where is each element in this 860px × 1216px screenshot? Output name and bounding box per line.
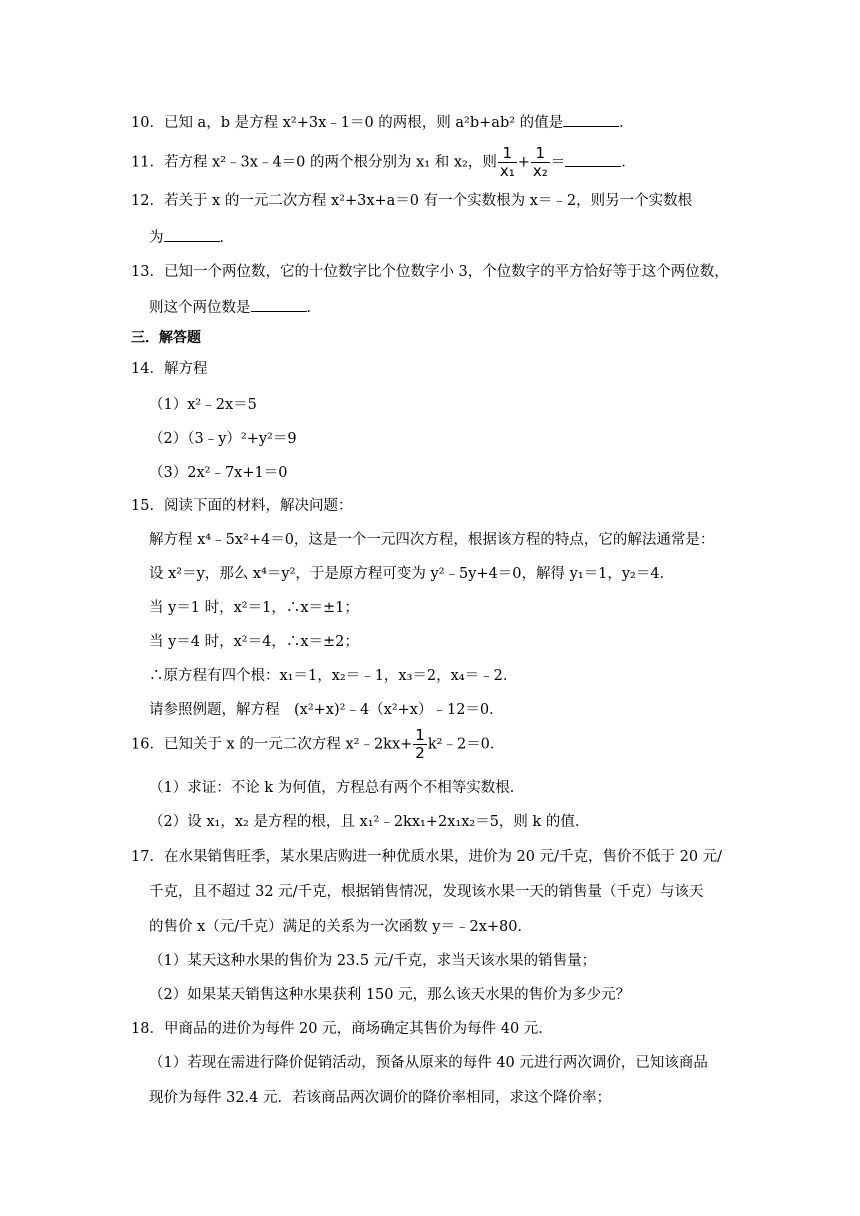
fraction-1-over-2: $\frac{1}{2}$ <box>415 726 425 762</box>
q14-part3: （3）2x²﹣7x+1＝0 <box>149 465 288 481</box>
q15-line3: 当 y＝1 时，x²＝1，∴x＝±1； <box>149 600 359 616</box>
question-15: 15．阅读下面的材料，解决问题： <box>131 498 353 514</box>
question-17-line1: 17．在水果销售旺季，某水果店购进一种优质水果，进价为 20 元/千克，售价不低于 20 元/ <box>131 849 723 865</box>
q10-text: 10．已知 a，b 是方程 x²+3x﹣1＝0 的两根，则 a²b+ab² 的值是 <box>131 115 564 131</box>
q15-line4: 当 y＝4 时，x²＝4，∴x＝±2； <box>149 634 359 650</box>
question-11: 11．若方程 x²﹣3x﹣4＝0 的两个根分别为 x₁ 和 x₂，则 $\frac{1}{\text{x₁}}$ + $\frac{1}{\text{x₂}}$ ＝ ． <box>131 144 636 180</box>
q15-line1: 解方程 x⁴﹣5x²+4＝0，这是一个一元四次方程，根据该方程的特点，它的解法通常是： <box>149 532 715 548</box>
q16-part2: （2）设 x₁，x₂ 是方程的根，且 x₁²﹣2kx₁+2x₁x₂＝5，则 k 的值． <box>149 814 590 830</box>
q11-text: 11．若方程 x²﹣3x﹣4＝0 的两个根分别为 x₁ 和 x₂，则 <box>131 154 497 171</box>
fraction-1-over-x2: $\frac{1}{\text{x₂}}$ <box>532 144 548 180</box>
fraction-1-over-x1: $\frac{1}{\text{x₁}}$ <box>499 144 515 180</box>
q16-part1: （1）求证：不论 k 为何值，方程总有两个不相等实数根． <box>149 780 525 796</box>
q17-part2: （2）如果某天销售这种水果获利 150 元，那么该天水果的售价为多少元？ <box>149 987 631 1003</box>
answer-blank[interactable] <box>565 152 621 167</box>
q15-line6: 请参照例题，解方程 (x²+x)²﹣4（x²+x）﹣12＝0． <box>149 702 504 718</box>
question-13-line1: 13．已知一个两位数，它的十位数字比个位数字小 3，个位数字的平方恰好等于这个两位数， <box>131 264 729 280</box>
q18-part1-line2: 现价为每件 32.4 元．若该商品两次调价的降价率相同，求这个降价率； <box>149 1090 612 1106</box>
answer-blank[interactable] <box>251 297 307 312</box>
question-17-line3: 的售价 x（元/千克）满足的关系为一次函数 y＝﹣2x+80． <box>149 919 532 935</box>
question-16: 16．已知关于 x 的一元二次方程 x²﹣2kx+ $\frac{1}{2}$ k²﹣2＝0． <box>131 726 505 762</box>
question-18: 18．甲商品的进价为每件 20 元，商场确定其售价为每件 40 元． <box>131 1021 553 1037</box>
q14-part1: （1）x²﹣2x＝5 <box>149 397 257 413</box>
question-10: 10．已知 a，b 是方程 x²+3x﹣1＝0 的两根，则 a²b+ab² 的值是 ． <box>131 112 634 133</box>
q15-line5: ∴原方程有四个根：x₁＝1，x₂＝﹣1，x₃＝2，x₄＝﹣2． <box>149 668 518 684</box>
answer-blank[interactable] <box>563 112 619 127</box>
question-17-line2: 千克，且不超过 32 元/千克，根据销售情况，发现该水果一天的销售量（千克）与该天 <box>149 884 704 900</box>
section-heading: 三．解答题 <box>131 330 201 346</box>
q14-part2: （2）（3﹣y）²+y²＝9 <box>149 431 297 447</box>
answer-blank[interactable] <box>164 227 220 242</box>
question-12-line1: 12．若关于 x 的一元二次方程 x²+3x+a＝0 有一个实数根为 x＝﹣2，则另一个实数根 <box>131 193 693 209</box>
question-13-line2: 则这个两位数是 ． <box>149 297 321 318</box>
q17-part1: （1）某天这种水果的售价为 23.5 元/千克，求当天该水果的销售量； <box>149 953 597 969</box>
q15-line2: 设 x²＝y，那么 x⁴＝y²，于是原方程可变为 y²﹣5y+4＝0，解得 y₁＝1，y₂＝4． <box>149 566 675 582</box>
q18-part1-line1: （1）若现在需进行降价促销活动，预备从原来的每件 40 元进行两次调价，已知该商品 <box>149 1055 708 1071</box>
question-14: 14．解方程 <box>131 361 208 377</box>
question-12-line2: 为 ． <box>149 227 234 248</box>
